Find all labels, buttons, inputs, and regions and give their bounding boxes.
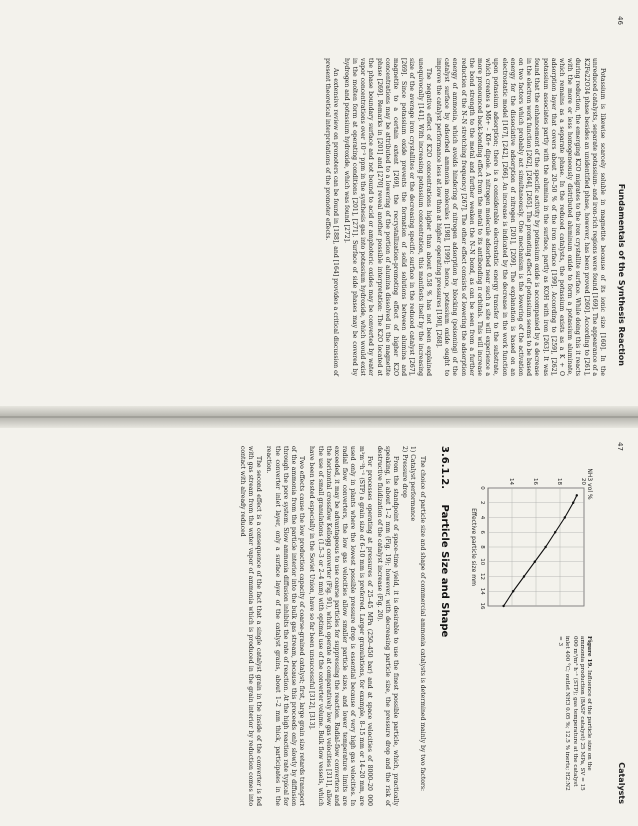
figure-caption-text: Influence of the particle size on the ammonia production (BASF catalyst) 25 MPa, SV = 15 000 m³/m³ h⁻¹ (STP); gas temperature at the catalyst inlet 400 °C; outlet NH3 0.05 %; 12.5 % inerts; H2:N2 = 3 [557, 636, 592, 791]
paragraph: Two effects cause the low production capacity of coarse-grained catalyst; first, large grain size retards transport of the ammonia from the particle interior into the bulk gas stream, because this proceeds only slowly by diffusion through the pore system. Slow ammonia diffusion inhibits the rate of reaction. At the high reaction rate typical for the converter inlet layer, only a surface layer of the catalyst grains, about 1–2 mm thick, participates in the reaction. [265, 446, 306, 806]
y-tick-label: 14 [508, 478, 514, 485]
section-heading [439, 446, 450, 806]
paragraph: An extensive review on promoters can be found in [188], and [164] provides a critical discussion of present theoretical interpretations of the promoter effects. [324, 58, 340, 376]
paragraph: The second effect is a consequence of the fact that a single catalyst grain in the inside of the converter is fed with gas stream from the water vapor of ammonia which is produced in the grain interior by reduction comes into contact with already reduced [238, 446, 263, 806]
page-number: 47 [616, 442, 624, 451]
x-tick-label: 2 [479, 501, 485, 505]
running-head: Fundamentals of the Synthesis Reaction [617, 183, 626, 366]
data-point [576, 494, 578, 496]
x-tick-label: 4 [479, 515, 485, 520]
particle-size-chart [466, 458, 598, 618]
y-tick-label: 18 [556, 478, 562, 485]
body-text [6, 446, 426, 806]
section-number: 3.6.1.2. [439, 446, 450, 490]
paragraph: Potassium is likewise scarcely soluble in magnetite because of its ionic size [160]. In the unreduced catalysts, separate potassium- and iron-rich regions were found [169]. The appearance of a K2Fe22O34 phase besides an unidentified phase, however, has been proved [260]. According to [261], during reduction, the emerging K2O migrates to the iron crystallite surface. While doing this it reacts with the more or less homogeneously distributed aluminum oxide to form a potassium aluminate, which remains as a separate phase. In the reduced catalysts, the potassium exists as a K + O adsorption layer that covers about 20–50 % of the iron surface [199]. According to [259], [262], potassium associates partly with the alumina in the surface, partly as KOH with iron [263]. It was found that the enhancement of the specific activity by potassium oxide is accompanied by a decrease in the electron work function [262], [264], [265]. The promoting effect of potassium seems to be based on two factors which probably act simultaneously. One mechanism is the lowering of the activation energy for the dissociative adsorption of nitrogen [201], [209]. The explanation is based on an electrostatic model [167], [242], [266]. An increase is indicated by the decrease in the work function upon potassium adsorption; there is a considerable electrostatic energy transfer to the substrate, which creates a Mδ+ – Kδ+ dipole. A nitrogen molecule adsorbed near such a site will experience a more pronounced back-bonding effect from the metal to its antibonding π orbitals. This will increase the bond strength to the metal and further weaken the N–N bond, as can be seen from a further reduction of the N–N stretching frequency [267]. The other effect consists of lowering the adsorption energy of ammonia, which avoids hindering of nitrogen adsorption by blocking (poisoning) of the catalyst surface by adsorbed ammonia molecules [198], [199]; hence, potassium oxide ought to improve the catalyst performance less at low than at higher operating pressures [190], [268]. [434, 58, 606, 377]
y-tick-label: 16 [532, 478, 538, 485]
running-head: Catalysts [617, 762, 626, 804]
x-tick-label: 10 [479, 558, 485, 566]
left-page [0, 0, 638, 406]
paragraph: The negative effect of K2O concentrations higher than about 0.58 % has not been explained unequivocally [141]. With increasing potassium concentration, this manifests itself by the increasing size of the average iron crystallites or the decreasing specific surface in the reduced catalyst [267], [269]. Since potassium oxide prevents the formation of solid solutions between alumina and magnetite to a certain extent [269], the recrystallization-promoting effect of higher K2O concentrations may be attributed to a lowering of the portion of alumina dissolved in the magnetite phase [269]. Remarks in [201] and [270] reveal another possible interpretation: The K2O located at the phase boundary surface and not bound to acid or amphoteric oxides may be converted by water vapor concentrations over 10⁻³ ppm in the synthesis gas into potassium hydroxide, which would exist in the molten form at operating conditions [201], [271]. Surface of side phases may be covered by hydrogen and potassium hydroxide, which was found [272]. [342, 58, 432, 376]
figure-19 [466, 458, 598, 618]
paragraph: From the standpoint of space–time yield, it is desirable to use the finest possible particle, which, practically speaking, is about 1–2 mm (Fig. 19); however, with decreasing particle size, the pressure drop and the risk of destructive fluidization of the catalyst increase (Fig. 20). [375, 446, 400, 806]
figure-id: Figure 19. [586, 636, 592, 669]
list-item: 2) Pressure drop [400, 446, 408, 498]
x-tick-label: 6 [479, 530, 485, 534]
list-item: 1) Catalyst performance [408, 446, 416, 522]
data-point [512, 590, 514, 592]
data-point [534, 561, 536, 563]
y-axis-label: NH3 vol % [586, 468, 593, 500]
x-tick-label: 12 [479, 573, 485, 580]
paragraph: For processes operating at pressures of 25–45 MPa (250–450 bar) and at space velocities of 8000–20 000 m³m⁻³h⁻¹ (STP) a grain size of 6–10 mm is preferred. Larger granulations, for example, 8–15 mm or 14–20 mm, are used only in plants where the lowest possible pressure drop is essential because of very high gas velocities. In radial flow converters, the low gas velocities allow smaller particle sizes, and lower temperature limits are exceeded, it may be advantageous to use coarse particles for suppressing the reaction. Radial-flow converters and the horizontal crossflow Kellogg converter (Fig. 91), which operate at comparatively low gas velocities [311], allow the use of small granulations (1.5–3 or 2–4 mm) with optimal use of the converter volume. Bulk flow vessels, which have been tested especially in the Soviet Union, have so far been unsuccessful [312], [313]. [308, 446, 373, 806]
section-title: Particle Size and Shape [439, 504, 450, 638]
x-axis-label: Effective particle size mm [470, 508, 477, 586]
body-text [6, 58, 606, 376]
figure-caption [556, 636, 592, 796]
x-tick-label: 0 [479, 486, 485, 490]
page-number: 46 [616, 16, 624, 25]
x-tick-label: 8 [479, 545, 485, 549]
data-point [572, 502, 574, 504]
data-point [502, 605, 504, 607]
x-tick-label: 16 [479, 602, 485, 610]
data-point [564, 516, 566, 518]
data-point [544, 546, 546, 548]
right-page [0, 428, 638, 826]
paragraph: The choice of particle size and shape of commercial ammonia catalysts is determined mainly by two factors: [419, 456, 426, 792]
data-point [523, 575, 525, 577]
book-gutter [0, 406, 638, 428]
x-tick-label: 14 [479, 587, 485, 595]
data-point [554, 531, 556, 533]
series-line [504, 495, 577, 606]
y-tick-label: 20 [580, 478, 586, 485]
